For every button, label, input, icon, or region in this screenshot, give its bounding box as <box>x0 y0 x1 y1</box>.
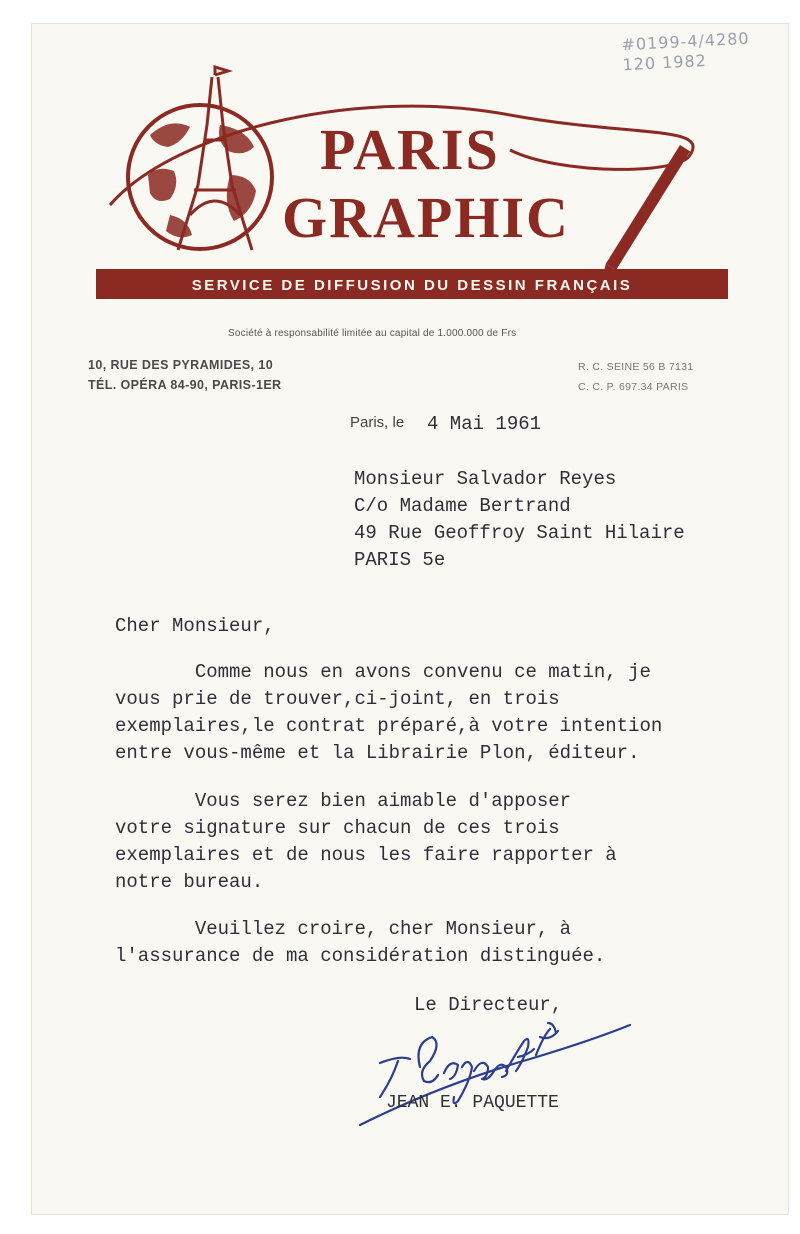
recipient-city: PARIS 5e <box>354 549 446 571</box>
closing: Le Directeur, <box>414 994 563 1016</box>
company-address: 10, RUE DES PYRAMIDES, 10 <box>88 358 274 372</box>
signatory-name: JEAN E. PAQUETTE <box>386 1093 559 1113</box>
body-line: Vous serez bien aimable d'apposer <box>115 790 572 812</box>
salutation: Cher Monsieur, <box>115 615 275 637</box>
registration-ccp: C. C. P. 697.34 PARIS <box>578 381 689 393</box>
body-line: Veuillez croire, cher Monsieur, à <box>115 918 572 940</box>
recipient-care-of: C/o Madame Bertrand <box>354 495 571 517</box>
body-line: Comme nous en avons convenu ce matin, je <box>115 661 651 683</box>
archive-number: #0199-4/4280 <box>621 28 751 55</box>
company-name-line1: PARIS <box>320 117 500 182</box>
body-line: entre vous-même et la Librairie Plon, éditeur. <box>115 742 640 764</box>
registration-rc: R. C. SEINE 56 B 7131 <box>578 361 694 373</box>
company-phone: TÉL. OPÉRA 84-90, PARIS-1ER <box>88 378 282 392</box>
date-prefix: Paris, le <box>350 414 405 431</box>
archive-number-2: 120 1982 <box>622 50 708 75</box>
legal-notice: Société à responsabilité limitée au capital de 1.000.000 de Frs <box>228 328 517 339</box>
recipient-street: 49 Rue Geoffroy Saint Hilaire <box>354 522 685 544</box>
body-line: vous prie de trouver,ci-joint, en trois <box>115 688 560 710</box>
recipient-name: Monsieur Salvador Reyes <box>354 468 617 490</box>
letter-date: 4 Mai 1961 <box>427 413 542 435</box>
paris-graphic-logo <box>90 65 730 315</box>
company-name-line2: GRAPHIC <box>282 185 570 250</box>
body-line: exemplaires,le contrat préparé,à votre intention <box>115 715 663 737</box>
body-line: exemplaires et de nous les faire rapporter à <box>115 844 617 866</box>
body-line: notre bureau. <box>115 871 264 893</box>
company-tagline: SERVICE DE DIFFUSION DU DESSIN FRANÇAIS <box>191 277 633 294</box>
body-line: l'assurance de ma considération distinguée. <box>115 945 606 967</box>
body-line: votre signature sur chacun de ces trois <box>115 817 560 839</box>
